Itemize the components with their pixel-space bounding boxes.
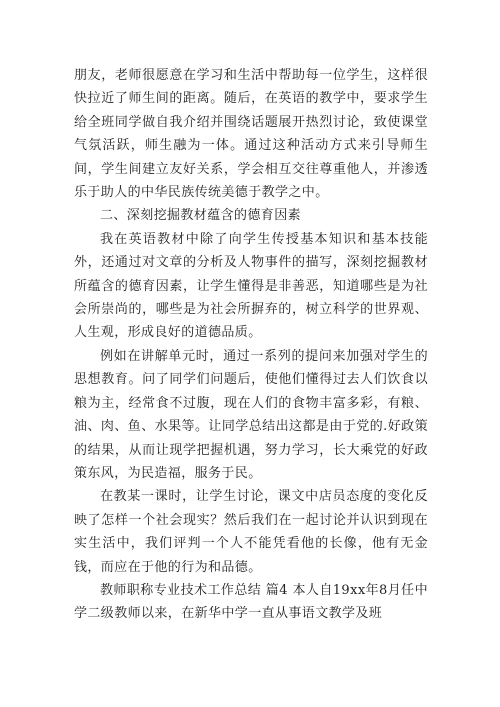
section-heading: 二、深刻挖掘教材蕴含的德育因素 <box>100 208 302 224</box>
paragraph-next-article: 教师职称专业技术工作总结 篇4 本人自19xx年8月任中学二级教师以来，在新华中学一直从事语文教学及班 <box>74 582 428 622</box>
document-body <box>74 64 428 626</box>
paragraph: 我在英语教材中除了向学生传授基本知识和基本技能外，还通过对文章的分析及人物事件的描写，深刻挖掘教材所蕴含的德育因素，让学生懂得是非善恶，知道哪些是为社会所崇尚的，哪些是为社会所摒弃的，树立科学的世界观、人生观，形成良好的道德品质。 <box>74 231 428 341</box>
paragraph: 在教某一课时，让学生讨论，课文中店员态度的变化反映了怎样一个社会现实？然后我们在一起讨论并认识到现在实生活中，我们评判一个人不能凭看他的长像，他有无金钱，而应在于他的行为和品德。 <box>74 489 428 575</box>
paragraph: 例如在讲解单元时，通过一系列的提问来加强对学生的思想教育。问了同学们问题后，使他们懂得过去人们饮食以粮为主，经常食不过腹，现在人们的食物丰富多彩，有粮、油、肉、鱼、水果等。让同学总结出这都是由于党的.好政策的结果，从而让现学把握机遇，努力学习，长大乘党的好政策东风，为民造福，服务于民。 <box>74 348 428 481</box>
paragraph-continuation: 朋友，老师很愿意在学习和生活中帮助每一位学生，这样很快拉近了师生间的距离。随后，在英语的教学中，要求学生给全班同学做自我介绍并围绕话题展开热烈讨论，致使课堂气氛活跃，师生融为一体。通过这种活动方式来引导师生间，学生间建立友好关系，学会相互交往尊重他人，并渗透乐于助人的中华民族传统美德于教学之中。 <box>74 68 428 201</box>
